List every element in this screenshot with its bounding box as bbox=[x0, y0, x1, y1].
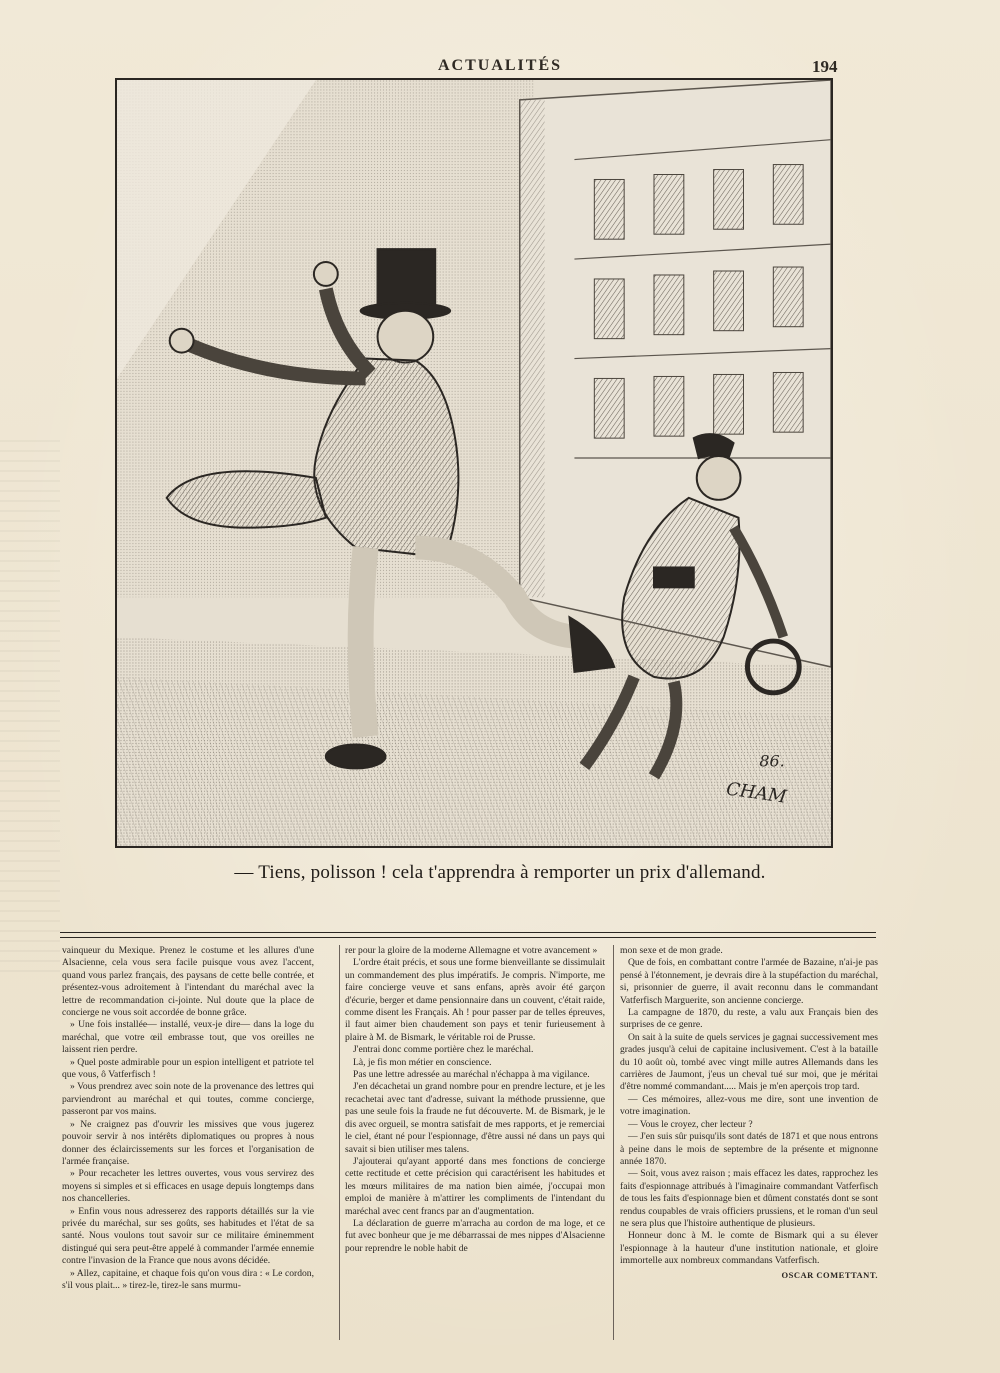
bleed-through-right bbox=[870, 440, 1000, 980]
article-paragraph: La déclaration de guerre m'arracha au cordon de ma loge, et ce fut avec bonheur que je me débarrassai de mes nippes d'Alsacienne pour reprendre le noble habit de bbox=[345, 1217, 605, 1254]
article-paragraph: » Quel poste admirable pour un espion intelligent et patriote tel que vous, ô Vatferfisch ! bbox=[62, 1056, 314, 1081]
article-paragraph: » Une fois installée— installé, veux-je dire— dans la loge du maréchal, que votre œil embrasse tout, que vos oreilles ne laissent rien perdre. bbox=[62, 1019, 314, 1056]
article-paragraph: vainqueur du Mexique. Prenez le costume et les allures d'une Alsacienne, cela vous sera facile puisque vous avez l'accent, quand vous parlez français, des paysans de cette belle contrée, et présentez-vous adroitement à l'intendant du maréchal avec la lettre de recommandation ci-jointe. Nul doute que la place de concierge ne vous soit accordée de bonne grâce. bbox=[62, 945, 314, 1019]
article-paragraph: — Vous le croyez, cher lecteur ? bbox=[628, 1118, 753, 1130]
article-paragraph: » Enfin vous nous adresserez des rapports détaillés sur la vie privée du maréchal, sur ses goûts, ses habitudes et l'état de sa santé. Nous voulons tout savoir sur ce militaire éminemment distingué qui sera peut-être appelé à commander l'armée ennemie contre l'invasion de la France que nous avons décidée. bbox=[62, 1205, 314, 1267]
text-column-2 bbox=[345, 945, 605, 1340]
article-paragraph: On sait à la suite de quels services je gagnai successivement mes grades jusqu'à celui de capitaine inclusivement. C'est à la bataille du 10 août où, tombé avec vingt mille autres Allemands dans les carrières de Jaumont, j'eus un cheval tué sur moi, que je méritai d'être nommé commandant..... Mais je m'en aperçois trop tard. bbox=[620, 1031, 878, 1093]
text-column-3 bbox=[620, 945, 878, 1340]
article-paragraph: — J'en suis sûr puisqu'ils sont datés de 1871 et que nous entrons à peine dans le mois de septembre de la présente et mignonne année 1870. bbox=[620, 1131, 878, 1167]
author-signature: OSCAR COMETTANT. bbox=[781, 1269, 878, 1280]
article-paragraph: » Vous prendrez avec soin note de la provenance des lettres qui parviendront au maréchal et qui toutes, comme concierge, passeront par vos mains. bbox=[62, 1081, 314, 1118]
article-paragraph: J'en décachetai un grand nombre pour en prendre lecture, et je les recachetai avec tant d'adresse, suivant la méthode prussienne, que pas une seule fois la fraude ne fut découverte. M. de Bismark, je le dis avec orgueil, se montra satisfait de mes rapports, et je remerciai le ciel, étant né pour l'espionnage, d'être aussi né dans un pays qui savait si bien utiliser mes talens. bbox=[345, 1081, 605, 1155]
article-paragraph: Là, je fis mon métier en conscience. bbox=[353, 1056, 492, 1068]
illustration-caption: — Tiens, polisson ! cela t'apprendra à remporter un prix d'allemand. bbox=[234, 862, 766, 883]
section-rule bbox=[60, 932, 876, 933]
article-paragraph: Honneur donc à M. le comte de Bismark qui a su élever l'espionnage à la hauteur d'une institution nationale, et gloire immortelle aux nombreux commandans Vatferfisch. bbox=[620, 1230, 878, 1267]
bleed-through-left bbox=[0, 440, 60, 980]
article-paragraph: J'entrai donc comme portière chez le maréchal. bbox=[353, 1044, 534, 1056]
article-paragraph: Que de fois, en combattant contre l'armée de Bazaine, n'ai-je pas pensé à l'étonnement, je devrais dire à la stupéfaction du maréchal, si, prisonnier de guerre, il avait reconnu dans le commandant Vatferfisch Marguerite, son ancienne concierge. bbox=[620, 957, 878, 1006]
cartoon-illustration bbox=[115, 78, 833, 848]
article-paragraph: mon sexe et de mon grade. bbox=[620, 945, 723, 956]
article-paragraph: Pas une lettre adressée au maréchal n'échappa à ma vigilance. bbox=[353, 1069, 590, 1081]
page-header-title: ACTUALITÉS bbox=[437, 57, 563, 74]
article-paragraph: La campagne de 1870, du reste, a valu aux Français bien des surprises de ce genre. bbox=[620, 1007, 878, 1031]
column-divider-2 bbox=[613, 945, 614, 1340]
article-paragraph: » Ne craignez pas d'ouvrir les missives que vous jugerez pouvoir servir à nos intérêts diplomatiques ou propres à nous donner des éclaircissements sur les forces et l'organisation de l'armée française. bbox=[62, 1118, 314, 1167]
article-paragraph: rer pour la gloire de la moderne Allemagne et votre avancement » bbox=[345, 945, 598, 956]
article-paragraph: » Pour recacheter les lettres ouvertes, vous vous servirez des moyens si simples et si efficaces en usage depuis longtemps dans nos chancelleries. bbox=[62, 1168, 314, 1205]
artist-mark: 86. bbox=[759, 751, 785, 771]
article-paragraph: — Soit, vous avez raison ; mais effacez les dates, rapprochez les faits d'espionnage attribués à l'imaginaire commandant Vatferfisch de tous les faits d'espionnage bien et dûment constatés dont se sont rendus coupables de vrais officiers prussiens, et le roman d'un seul ne sera plus que l'histoire authentique de plusieurs. bbox=[620, 1168, 878, 1229]
section-rule-thin bbox=[60, 937, 876, 938]
artist-signature: CHAM bbox=[724, 778, 788, 808]
text-column-1 bbox=[62, 945, 314, 1340]
page-number: 194 bbox=[812, 57, 838, 76]
article-paragraph: — Ces mémoires, allez-vous me dire, sont une invention de votre imagination. bbox=[620, 1093, 878, 1118]
article-paragraph: J'ajouterai qu'ayant apporté dans mes fonctions de concierge cette rectitude et cette précision qui caractérisent les habitudes et les mœurs militaires de ma nation bien aimée, j'occupai mon emploi de manière à m'attirer les compliments de l'intendant du maréchal avec cent francs par an d'augmentation. bbox=[345, 1155, 605, 1217]
article-paragraph: L'ordre était précis, et sous une forme bienveillante se dissimulait un commandement des plus impératifs. Je compris. N'importe, me faire concierge veuve et sans enfans, après avoir été garçon d'écurie, berger et dame pensionnaire dans un couvent, c'était raide, comme disent les Français. Ah ! pour passer par de telles épreuves, il faut aimer bien chaudement son pays et tenir furieusement à plaire à M. de Bismark, le véritable roi de Prusse. bbox=[345, 957, 605, 1043]
cartoon-drawing bbox=[117, 80, 831, 846]
article-paragraph: » Allez, capitaine, et chaque fois qu'on vous dira : « Le cordon, s'il vous plait... » tirez-le, tirez-le sans murmu- bbox=[62, 1267, 314, 1291]
column-divider-1 bbox=[339, 945, 340, 1340]
